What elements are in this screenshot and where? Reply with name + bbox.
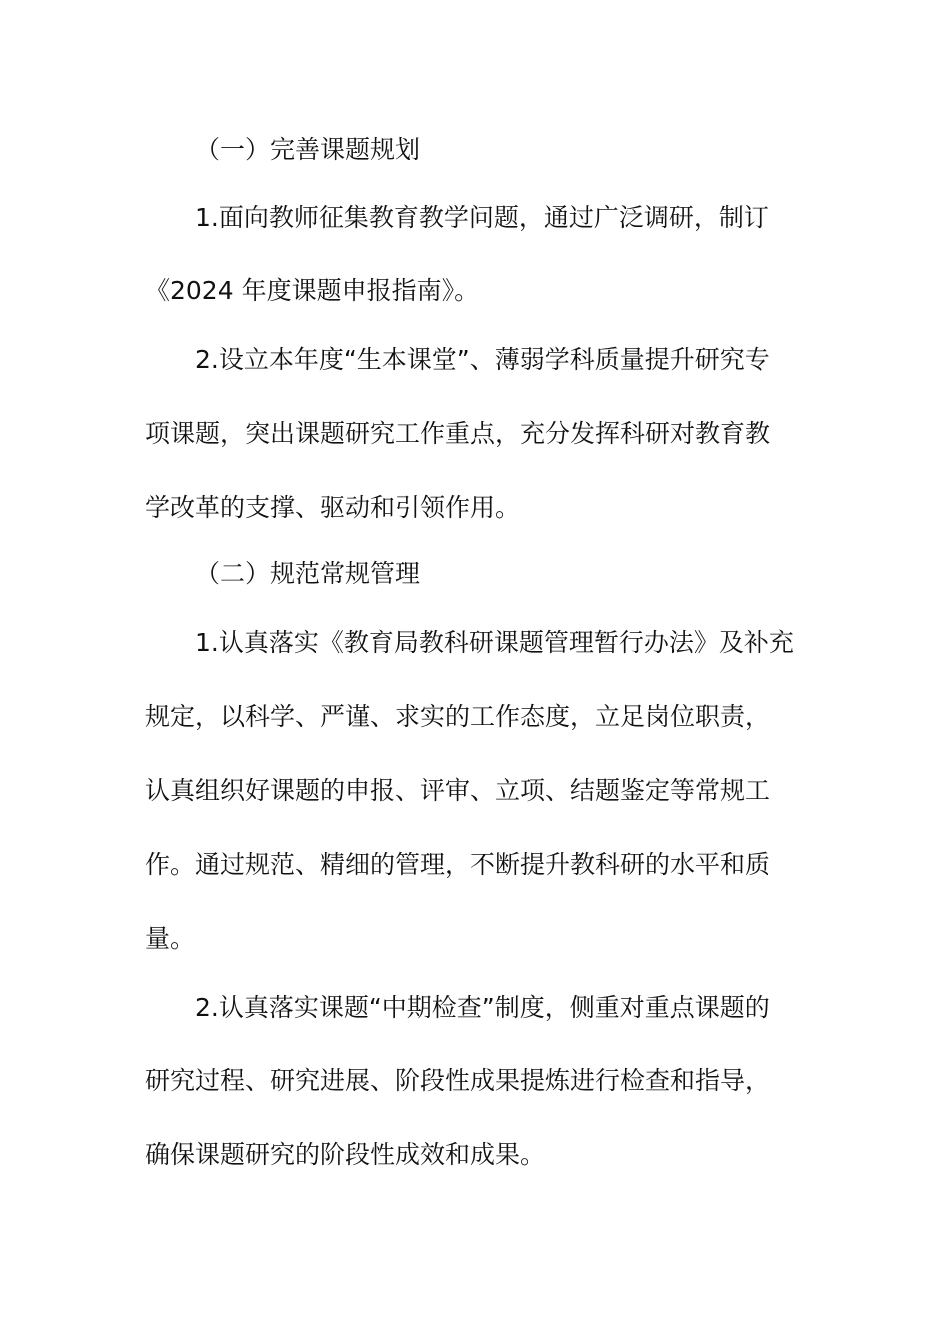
paragraph-line: 《2024 年度课题申报指南》。 <box>145 276 480 305</box>
paragraph-line: 1.认真落实《教育局教科研课题管理暂行办法》及补充 <box>195 628 794 657</box>
paragraph-line: 认真组织好课题的申报、评审、立项、结题鉴定等常规工 <box>145 776 771 805</box>
paragraph-line: 量。 <box>145 924 196 953</box>
section-heading-1: （一）完善课题规划 <box>195 135 421 164</box>
paragraph-line: 学改革的支撑、驱动和引领作用。 <box>145 493 521 522</box>
paragraph-line: 2.认真落实课题“中期检查”制度，侧重对重点课题的 <box>195 993 770 1022</box>
paragraph-line: 1.面向教师征集教育教学问题，通过广泛调研，制订 <box>195 203 769 232</box>
paragraph-line: 研究过程、研究进展、阶段性成果提炼进行检查和指导， <box>145 1066 771 1095</box>
paragraph-line: 项课题，突出课题研究工作重点，充分发挥科研对教育教 <box>145 419 771 448</box>
paragraph-line: 作。通过规范、精细的管理，不断提升教科研的水平和质 <box>145 850 771 879</box>
paragraph-line: 2.设立本年度“生本课堂”、薄弱学科质量提升研究专 <box>195 345 770 374</box>
section-heading-2: （二）规范常规管理 <box>195 559 421 588</box>
paragraph-line: 确保课题研究的阶段性成效和成果。 <box>145 1140 546 1169</box>
paragraph-line: 规定，以科学、严谨、求实的工作态度，立足岗位职责， <box>145 702 771 731</box>
